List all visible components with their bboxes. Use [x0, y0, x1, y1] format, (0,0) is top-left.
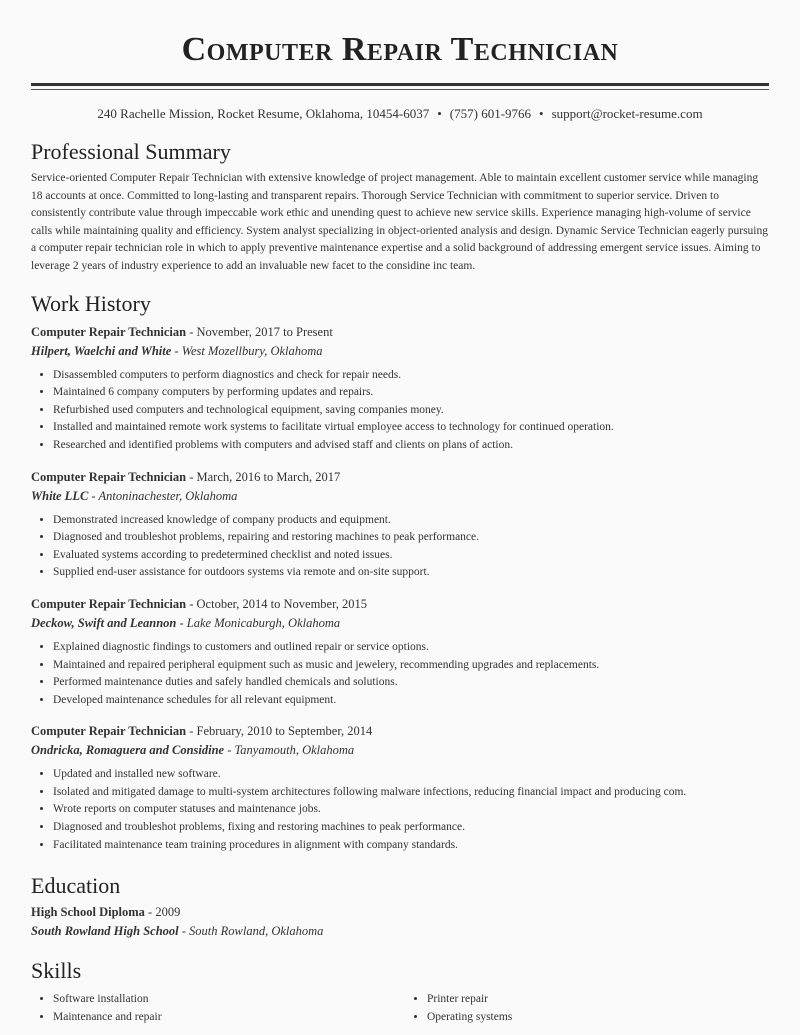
- job-title-line: [31, 595, 769, 614]
- job-duties-list: [31, 766, 769, 854]
- education-school: South Rowland High School: [31, 924, 179, 939]
- job-company: Ondricka, Romaguera and Considine: [31, 743, 225, 758]
- job-duty-item: • Diagnosed and troubleshot problems, fixing and restoring machines to peak performance.: [53, 819, 769, 837]
- section-title-skills: Skills: [31, 958, 82, 984]
- summary-text: Service-oriented Computer Repair Technician with extensive knowledge of project management. Able to maintain excellent customer service while managing 18 accounts at once. Committed to long-lasting and transparent repairs. Thorough Service Technician with commitment to superior service. Driven to consistently contribute value through impeccable work ethic and unending quest to achieve new service skills. Experience managing high-volume of service calls while maintaining quality and efficiency. System analyst specializing in object-oriented analysis and design. Dynamic Service Technician eagerly pursuing a computer repair technician role in which to apply preventive maintenance expertise and a solid background of addressing emergent service issues. Aiming to leverage 2 years of industry experience to add an invaluable new facet to the considine inc team.: [31, 172, 768, 272]
- skill-item: • Maintenance and repair: [53, 1009, 405, 1027]
- section-title-work-history: Work History: [31, 290, 151, 316]
- candidate-name: Computer Repair Technician: [181, 31, 619, 68]
- job-role: Computer Repair Technician: [31, 724, 187, 739]
- work-history-list: [31, 323, 769, 855]
- education-degree: High School Diploma: [31, 905, 145, 920]
- job-entry: [31, 595, 769, 709]
- job-title-line: [31, 722, 769, 741]
- job-title-line: [31, 468, 769, 487]
- job-dates: - March, 2016 to March, 2017: [186, 469, 341, 484]
- contact-email: support@rocket-resume.com: [551, 106, 703, 121]
- job-location: - West Mozellbury, Oklahoma: [171, 343, 323, 358]
- header-divider: [31, 83, 769, 91]
- skills-column-left: [31, 991, 405, 1026]
- job-dates: - November, 2017 to Present: [186, 324, 333, 339]
- job-company-line: [31, 487, 769, 505]
- job-duty-item: • Wrote reports on computer statuses and maintenance jobs.: [53, 801, 769, 819]
- skills-list: [31, 991, 769, 1026]
- contact-address: 240 Rachelle Mission, Rocket Resume, Oklahoma, 10454-6037: [97, 106, 430, 121]
- education-entry: [31, 903, 769, 940]
- job-duty-item: • Diagnosed and troubleshot problems, repairing and restoring machines to peak performance.: [53, 529, 769, 547]
- section-title-summary: Professional Summary: [31, 139, 231, 164]
- job-company-line: [31, 741, 769, 759]
- job-entry: [31, 468, 769, 582]
- job-location: - Lake Monicaburgh, Oklahoma: [176, 615, 341, 630]
- job-duty-item: • Performed maintenance duties and safely handled chemicals and solutions.: [53, 674, 769, 692]
- job-duty-item: • Updated and installed new software.: [53, 766, 769, 784]
- job-location: - Tanyamouth, Oklahoma: [224, 743, 355, 758]
- job-duty-item: • Developed maintenance schedules for all relevant equipment.: [53, 692, 769, 710]
- job-duty-item: • Supplied end-user assistance for outdoors systems via remote and on-site support.: [53, 564, 769, 582]
- job-duty-item: • Isolated and mitigated damage to multi-system architectures following malware infections, reducing financial impact and producing com.: [53, 784, 769, 802]
- job-duty-item: • Facilitated maintenance team training procedures in alignment with company standards.: [53, 837, 769, 855]
- section-title-education: Education: [31, 873, 121, 899]
- job-company-line: [31, 342, 769, 360]
- header-divider-thick: [31, 83, 769, 86]
- job-title-line: [31, 323, 769, 342]
- skill-item: • Printer repair: [427, 991, 512, 1009]
- skill-item: • Software installation: [53, 991, 405, 1009]
- job-role: Computer Repair Technician: [31, 469, 187, 484]
- job-duty-item: • Refurbished used computers and technological equipment, saving companies money.: [53, 402, 769, 420]
- job-company: White LLC: [31, 488, 89, 503]
- job-company: Deckow, Swift and Leannon: [31, 615, 177, 630]
- job-duty-item: • Installed and maintained remote work systems to facilitate virtual employee access to technology for continued operation.: [53, 419, 769, 437]
- skill-item: • Operating systems: [427, 1009, 512, 1027]
- education-year: - 2009: [144, 905, 181, 920]
- job-duties-list: [31, 367, 769, 455]
- job-duty-item: • Maintained 6 company computers by performing updates and repairs.: [53, 384, 769, 402]
- job-role: Computer Repair Technician: [31, 324, 187, 339]
- job-duty-item: • Explained diagnostic findings to customers and outlined repair or service options.: [53, 639, 769, 657]
- contact-phone: (757) 601-9766: [449, 106, 532, 121]
- education-school-line: [31, 922, 769, 940]
- education-location: - South Rowland, Oklahoma: [178, 924, 324, 939]
- job-entry: [31, 323, 769, 455]
- skills-column-right: [405, 991, 512, 1026]
- job-duty-item: • Researched and identified problems with computers and advised staff and clients on plans of action.: [53, 437, 769, 455]
- job-duties-list: [31, 639, 769, 709]
- job-duty-item: • Disassembled computers to perform diagnostics and check for repair needs.: [53, 367, 769, 385]
- education-degree-line: [31, 903, 769, 922]
- contact-separator: •: [539, 106, 544, 121]
- job-location: - Antoninachester, Oklahoma: [88, 488, 238, 503]
- header-divider-thin: [31, 89, 769, 90]
- job-duty-item: • Evaluated systems according to predetermined checklist and noted issues.: [53, 547, 769, 565]
- job-role: Computer Repair Technician: [31, 596, 187, 611]
- job-duty-item: • Demonstrated increased knowledge of company products and equipment.: [53, 512, 769, 530]
- job-dates: - October, 2014 to November, 2015: [186, 596, 368, 611]
- job-dates: - February, 2010 to September, 2014: [186, 724, 373, 739]
- job-duties-list: [31, 512, 769, 582]
- job-entry: [31, 722, 769, 854]
- contact-separator: •: [437, 106, 442, 121]
- job-company-line: [31, 614, 769, 632]
- job-duty-item: • Maintained and repaired peripheral equipment such as music and jewelery, recommending upgrades and replacements.: [53, 657, 769, 675]
- job-company: Hilpert, Waelchi and White: [31, 343, 172, 358]
- contact-line: [31, 105, 769, 123]
